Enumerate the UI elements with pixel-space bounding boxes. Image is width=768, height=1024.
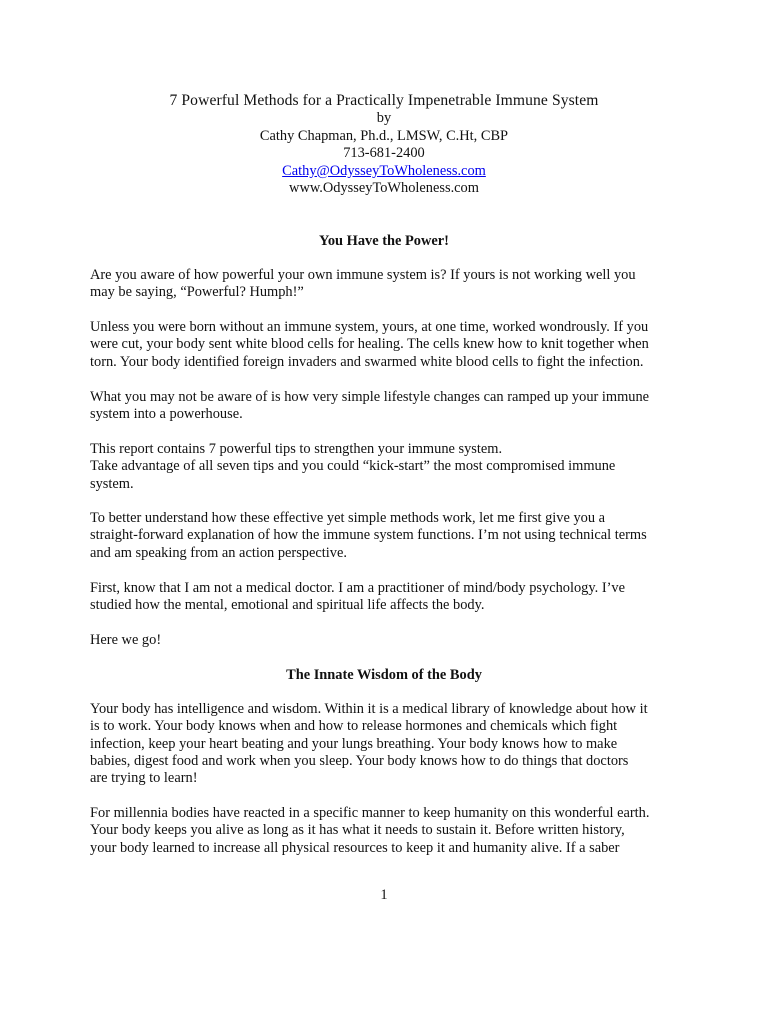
text-line: straight-forward explanation of how the immune system functions. I’m not using technical terms xyxy=(90,527,647,544)
email-link[interactable]: Cathy@OdysseyToWholeness.com xyxy=(282,162,486,179)
website-url: www.OdysseyToWholeness.com xyxy=(289,180,479,197)
text-line: Your body keeps you alive as long as it has what it needs to sustain it. Before written history, xyxy=(90,822,625,839)
text-line: babies, digest food and work when you sleep. Your body knows how to do things that doctors xyxy=(90,752,629,769)
text-line: system. xyxy=(90,475,134,492)
text-line: your body learned to increase all physical resources to keep it and humanity alive. If a saber xyxy=(90,839,620,856)
paragraph-2 xyxy=(90,319,690,371)
text-line: For millennia bodies have reacted in a specific manner to keep humanity on this wonderful earth. xyxy=(90,805,650,821)
paragraph-3 xyxy=(90,389,690,424)
text-line: and am speaking from an action perspective. xyxy=(90,544,347,561)
text-line: system into a powerhouse. xyxy=(90,406,243,423)
text-line: is to work. Your body knows when and how to release hormones and chemicals which fight xyxy=(90,718,618,735)
text-line: To better understand how these effective yet simple methods work, let me first give you a xyxy=(90,510,606,526)
document-title: 7 Powerful Methods for a Practically Impenetrable Immune System xyxy=(169,92,599,109)
paragraph-1 xyxy=(90,267,690,302)
text-line: are trying to learn! xyxy=(90,770,198,787)
text-line: Your body has intelligence and wisdom. Within it is a medical library of knowledge about how it xyxy=(90,701,648,717)
document-header xyxy=(0,92,768,198)
paragraph-7 xyxy=(90,632,690,649)
text-line: This report contains 7 powerful tips to strengthen your immune system. xyxy=(90,441,503,457)
page-number: 1 xyxy=(380,887,388,903)
section-heading-innate-wisdom: The Innate Wisdom of the Body xyxy=(286,667,482,683)
text-line: were cut, your body sent white blood cells for healing. The cells knew how to knit together when xyxy=(90,336,649,353)
text-line: What you may not be aware of is how very simple lifestyle changes can ramped up your immune xyxy=(90,389,650,405)
text-line: infection, keep your heart beating and your lungs breathing. Your body knows how to make xyxy=(90,735,618,752)
byline: by xyxy=(376,110,392,126)
author-name: Cathy Chapman, Ph.d., LMSW, C.Ht, CBP xyxy=(259,127,509,144)
paragraph-9 xyxy=(90,805,690,857)
paragraph-5 xyxy=(90,510,690,562)
text-line: Unless you were born without an immune system, yours, at one time, worked wondrously. If you xyxy=(90,319,649,335)
paragraph-6 xyxy=(90,580,690,615)
paragraph-4 xyxy=(90,441,690,493)
text-line: torn. Your body identified foreign invaders and swarmed white blood cells to fight the infection. xyxy=(90,353,644,370)
text-line: studied how the mental, emotional and spiritual life affects the body. xyxy=(90,597,485,614)
text-line: Take advantage of all seven tips and you could “kick-start” the most compromised immune xyxy=(90,458,616,475)
text-line: may be saying, “Powerful? Humph!” xyxy=(90,284,304,301)
section-heading-you-have-the-power: You Have the Power! xyxy=(319,233,449,249)
paragraph-8 xyxy=(90,701,690,787)
text-line: Are you aware of how powerful your own immune system is? If yours is not working well you xyxy=(90,267,636,283)
text-line: First, know that I am not a medical doctor. I am a practitioner of mind/body psychology. I’ve xyxy=(90,580,625,596)
text-line: Here we go! xyxy=(90,632,162,648)
phone-number: 713-681-2400 xyxy=(343,145,425,162)
